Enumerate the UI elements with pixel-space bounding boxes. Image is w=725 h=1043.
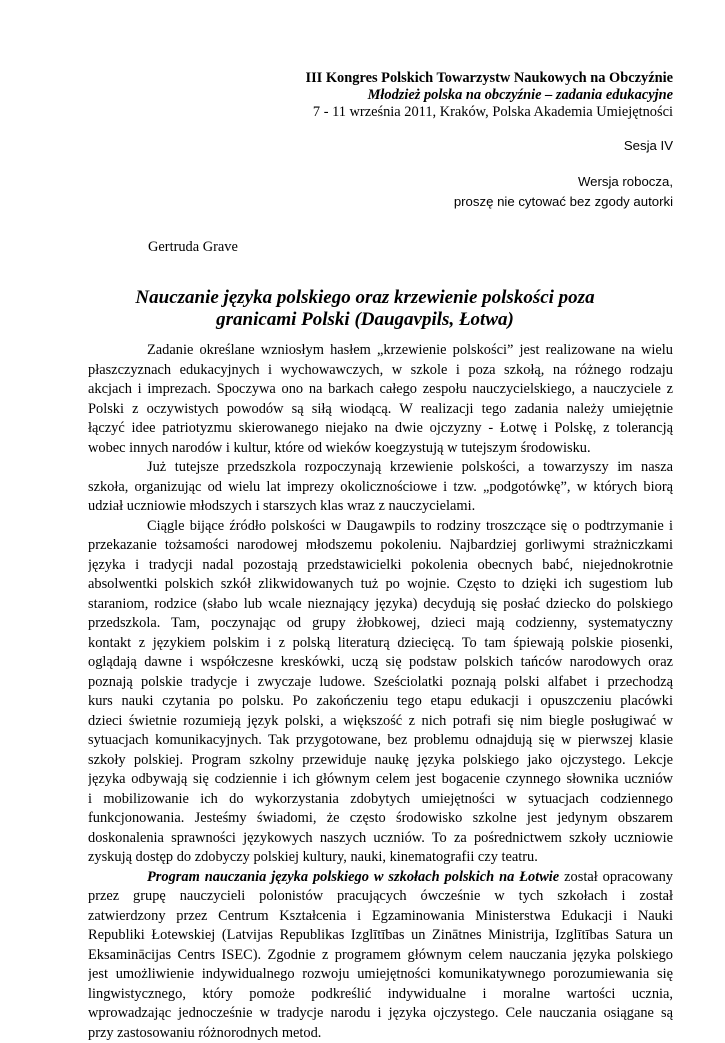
body-line: łączyć idee patriotyzmu skierowanego niejako na dwie ojczyzny - Łotwę i Polskę, z tolerancją [88, 419, 673, 439]
body-line: kontakt z językiem polskim i z polską literaturą dziecięcą. To tam śpiewają polskie piosenki, [88, 634, 673, 654]
body-line: szkoła, organizując od wielu lat imprezy okolicznościowe i tzw. „podgotówkę”, w których biorą [88, 478, 673, 498]
article-title-line2: granicami Polski (Daugavpils, Łotwa) [100, 309, 630, 331]
body-line: absolwentki polskich szkół zlikwidowanych tuż po wojnie. Często to dzięki ich sugestiom lub [88, 575, 673, 595]
body-line-program [88, 868, 673, 888]
body-line: Już tutejsze przedszkola rozpoczynają krzewienie polskości, a towarzyszy im nasza [88, 458, 673, 478]
body-text [88, 341, 673, 1043]
congress-subtitle: Młodzież polska na obczyźnie – zadania edukacyjne [368, 87, 673, 104]
body-line: kurs nauki czytania po polsku. Po zakończeniu tego etapu edukacji i opuszczeniu placówki [88, 692, 673, 712]
body-line: funkcjonowania. Jesteśmy świadomi, że często środowisko szkolne jest jedynym obszarem [88, 809, 673, 829]
program-title: Program nauczania języka polskiego w szkołach polskich na Łotwie [147, 869, 559, 885]
body-line: udział uczniowie młodszych i starszych klas wraz z nauczycielami. [88, 497, 673, 517]
article-title-line1: Nauczanie języka polskiego oraz krzewienie polskości poza [100, 287, 630, 309]
draft-note-line2: proszę nie cytować bez zgody autorki [454, 193, 673, 210]
body-line: lingwistycznego, który pomoże podkreślić indywidualne i moralne wartości ucznia, [88, 985, 673, 1005]
body-line: Ciągle bijące źródło polskości w Daugawpils to rodziny troszczące się o podtrzymanie i [88, 517, 673, 537]
body-line: sytuacjach komunikacyjnych. Tak przygotowane, bez problemu odnajdują się w pierwszej klasie [88, 731, 673, 751]
body-line: Republiki Łotewskiej (Latvijas Republikas Izglītības un Zinātnes Ministrija, Izglītības Satura un [88, 926, 673, 946]
body-line: płaszczyznach edukacyjnych i wychowawczych, w szkole i poza szkołą, na różnego rodzaju [88, 361, 673, 381]
body-line: języka odbywają się codziennie i ich głównym celem jest bogacenie czynnego słownika uczniów [88, 770, 673, 790]
body-line: Zadanie określane wzniosłym hasłem „krzewienie polskości” jest realizowane na wielu [88, 341, 673, 361]
body-line: poznają polskie tradycje i zwyczaje ludowe. Sześciolatki poznają polski alfabet i przechodzą [88, 673, 673, 693]
body-line: zatwierdzony przez Centrum Kształcenia i Egzaminowania Ministerstwa Edukacji i Nauki [88, 907, 673, 927]
body-line: przekazanie tożsamości narodowej młodszemu pokoleniu. Najbardziej gorliwymi strażniczkami [88, 536, 673, 556]
body-line: i mobilizowanie ich do wykorzystania zdobytych umiejętności w sytuacjach codziennego [88, 790, 673, 810]
body-line: szkoły polskiej. Program szkolny przewiduje naukę języka polskiego jako ojczystego. Lekcje [88, 751, 673, 771]
body-line: jest umożliwienie indywidualnego rozwoju umiejętności komunikatywnego porozumiewania się [88, 965, 673, 985]
congress-title: III Kongres Polskich Towarzystw Naukowych na Obczyźnie [305, 70, 673, 87]
body-line: wobec innych narodów i kultur, które od wieków koegzystują w tutejszym środowisku. [88, 439, 673, 459]
session-label: Sesja IV [624, 137, 673, 154]
body-line: przedszkola. Tam, poczynając od grupy żłobkowej, dzieci mają codzienny, systematyczny [88, 614, 673, 634]
body-line: zyskują dostęp do zdobyczy polskiej kultury, nauki, kinematografii czy teatru. [88, 848, 673, 868]
congress-date-place: 7 - 11 września 2011, Kraków, Polska Akademia Umiejętności [313, 104, 673, 121]
body-line: dzieci świetnie rozumieją język polski, a większość z nich potrafi się nim biegle posługiwać w [88, 712, 673, 732]
body-line: staraniom, rodzice (słabo lub wcale nieznający języka) decydują się posłać dziecko do polskiego [88, 595, 673, 615]
body-line: przy zastosowaniu różnorodnych metod. [88, 1024, 673, 1043]
body-line: doskonalenia sprawności językowych naszych uczniów. To za pośrednictwem szkoły uczniowie [88, 829, 673, 849]
body-line: języka i tradycji nadal pozostają przedstawicielki pokolenia obecnych babć, niejednokrotnie [88, 556, 673, 576]
body-line: Polski z oczywistych powodów są siłą wiodącą. W realizacji tego zadania należy umiejętnie [88, 400, 673, 420]
program-title-continuation: został opracowany [559, 869, 673, 885]
author-name: Gertruda Grave [148, 239, 238, 256]
body-line: akcjach i imprezach. Spoczywa ono na barkach całego zespołu nauczycielskiego, a nauczyciele z [88, 380, 673, 400]
body-line: oglądają dawne i współczesne kreskówki, uczą się podstaw polskich tańców narodowych oraz [88, 653, 673, 673]
body-line: Eksaminācijas Centrs ISEC). Zgodnie z programem głównym celem nauczania języka polskiego [88, 946, 673, 966]
body-line: wprowadzając jednocześnie w tradycje narodu i języka ojczystego. Cele nauczania osiągane są [88, 1004, 673, 1024]
draft-note-line1: Wersja robocza, [578, 173, 673, 190]
body-line: przez grupę nauczycieli polonistów pracujących ówcześnie w tych szkołach i został [88, 887, 673, 907]
